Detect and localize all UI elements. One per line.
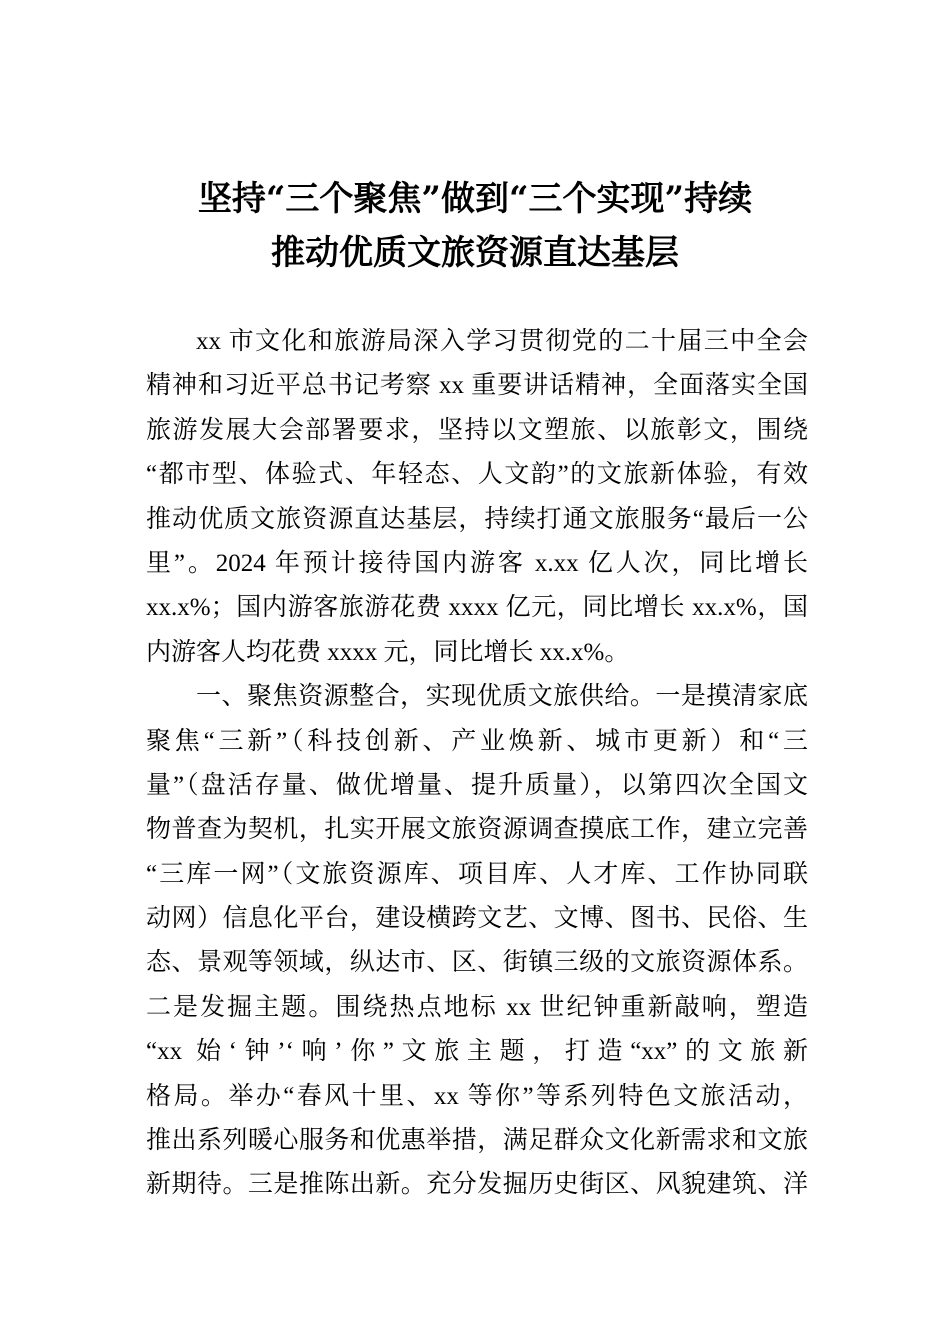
text-line: “都市型、体验式、年轻态、人文韵”的文旅新体验，有效: [146, 461, 808, 489]
text-line: xx.x%；国内游客旅游花费 xxxx 亿元，同比增长 xx.x%，国: [146, 594, 808, 622]
text-line: “xx 始‘钟’‘响’你”文旅主题，打造“xx”的文旅新: [146, 1038, 808, 1066]
text-line: 聚焦“三新”（科技创新、产业焕新、城市更新）和“三: [146, 727, 808, 755]
title-line-1: 坚持“三个聚焦”做到“三个实现”持续: [197, 179, 753, 219]
text-line: 新期待。三是推陈出新。充分发掘历史街区、风貌建筑、洋: [146, 1171, 808, 1199]
text-line: 二是发掘主题。围绕热点地标 xx 世纪钟重新敲响，塑造: [146, 993, 808, 1021]
text-line: 量”（盘活存量、做优增量、提升质量），以第四次全国文: [146, 771, 808, 799]
document-body: [146, 320, 808, 1208]
text-line: 内游客人均花费 xxxx 元，同比增长 xx.x%。: [146, 638, 630, 666]
text-line: 动网）信息化平台，建设横跨文艺、文博、图书、民俗、生: [146, 905, 808, 933]
title-line-2: 推动优质文旅资源直达基层: [271, 233, 679, 273]
text-line: xx 市文化和旅游局深入学习贯彻党的二十届三中全会: [196, 328, 808, 355]
text-line: 态、景观等领域，纵达市、区、街镇三级的文旅资源体系。: [146, 949, 808, 977]
text-line: 一、聚焦资源整合，实现优质文旅供给。一是摸清家底: [196, 683, 808, 711]
paragraph-intro: [146, 320, 808, 675]
text-line: 精神和习近平总书记考察 xx 重要讲话精神，全面落实全国: [146, 372, 808, 400]
text-line: 物普查为契机，扎实开展文旅资源调查摸底工作，建立完善: [146, 816, 808, 844]
text-line: 里”。2024 年预计接待国内游客 x.xx 亿人次，同比增长: [146, 549, 808, 577]
document-title: [140, 172, 810, 280]
text-line: 格局。举办“春风十里、xx 等你”等系列特色文旅活动，: [146, 1082, 808, 1110]
text-line: “三库一网”（文旅资源库、项目库、人才库、工作协同联: [146, 860, 808, 888]
paragraph-section-1: [146, 675, 808, 1208]
text-line: 推出系列暖心服务和优惠举措，满足群众文化新需求和文旅: [146, 1127, 808, 1155]
text-line: 推动优质文旅资源直达基层，持续打通文旅服务“最后一公: [146, 505, 808, 533]
text-line: 旅游发展大会部署要求，坚持以文塑旅、以旅彰文，围绕: [146, 416, 808, 444]
